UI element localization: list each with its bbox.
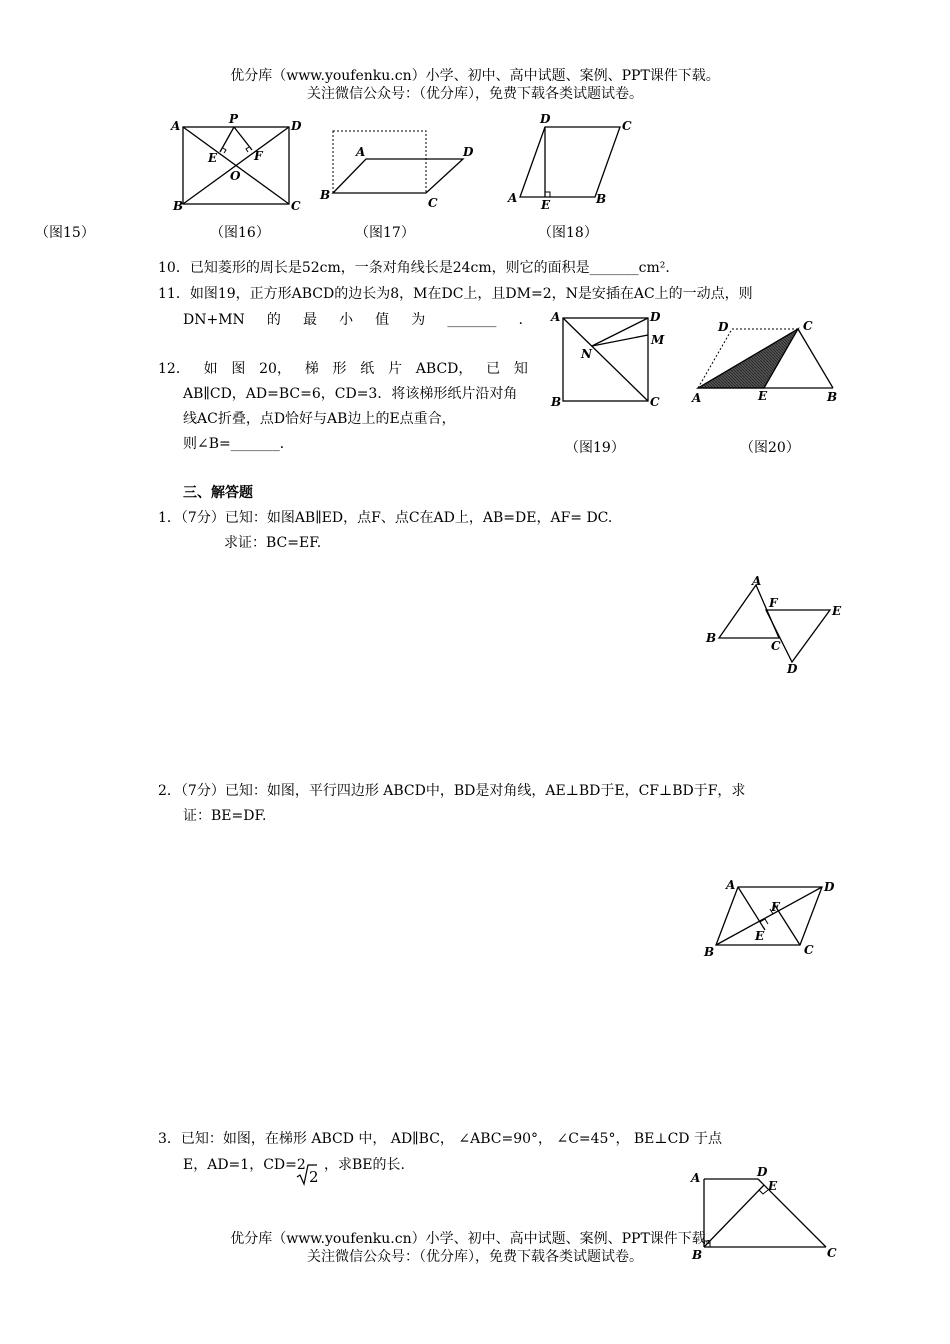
fig17-label-a: A [356, 145, 366, 159]
q12-part: ABCD， [415, 361, 473, 377]
page-header-line1: 优分库（www.youfenku.cn）小学、初中、高中试题、案例、PPT课件下载。 [230, 68, 720, 84]
fig19-label-d: D [650, 310, 661, 324]
caption-fig17: （图17） [355, 225, 415, 241]
q12-part: 梯 [304, 361, 319, 377]
q11-part: 为 [411, 312, 426, 328]
fig16-label-d: D [291, 119, 302, 133]
q12-part: 纸 [360, 361, 375, 377]
figure-solution-2 [700, 875, 845, 960]
solution-3-line2b: ，求BE的长. [324, 1157, 405, 1173]
sqrt-value: 2 [309, 1168, 319, 1186]
fig18-label-c: C [622, 119, 632, 133]
figure-20 [688, 315, 848, 407]
page-header-line2: 关注微信公众号：（优分库），免费下载各类试题试卷。 [307, 86, 643, 102]
fig19-label-c: C [650, 395, 660, 409]
sol2-label-f: F [771, 900, 780, 914]
caption-fig18: （图18） [538, 225, 598, 241]
solution-3-line1: 3．已知：如图，在梯形 ABCD 中， AD∥BC， ∠ABC=90°， ∠C=45°， BE⊥CD 于点 [158, 1131, 722, 1147]
caption-fig16: （图16） [210, 225, 270, 241]
q11-part: . [518, 312, 523, 328]
solution-2-line2: 证：BE=DF. [183, 808, 267, 824]
sol3-label-b: B [692, 1248, 703, 1262]
question-11-line1: 11．如图19，正方形ABCD的边长为8，M在DC上，且DM=2，N是安插在AC上的一动点，则 [158, 286, 753, 302]
fig19-label-a: A [551, 310, 561, 324]
caption-fig20: （图20） [740, 440, 800, 456]
q12-part: 12． [158, 361, 190, 377]
solution-3-line2a: E，AD=1，CD=2 [183, 1157, 306, 1173]
fig17-label-b: B [320, 188, 331, 202]
q12-part: 知 [513, 361, 528, 377]
fig16-label-e: E [208, 151, 218, 165]
q11-part: 最 [302, 312, 317, 328]
fig20-label-b: B [827, 390, 838, 404]
question-10: 10．已知菱形的周长是52cm，一条对角线长是24cm，则它的面积是_______cm². [158, 260, 670, 276]
page-footer-line2: 关注微信公众号：（优分库），免费下载各类试题试卷。 [307, 1249, 643, 1265]
q12-part: 图 [231, 361, 246, 377]
sol1-label-c: C [771, 639, 781, 653]
solution-1-line2: 求证：BC=EF. [224, 535, 322, 551]
sol1-label-b: B [706, 631, 717, 645]
sol3-label-c: C [827, 1246, 837, 1260]
caption-fig19: （图19） [565, 440, 625, 456]
question-12-line1 [158, 360, 528, 378]
q12-part: 形 [332, 361, 347, 377]
q11-blank: _______ [447, 312, 497, 328]
fig16-label-o: O [230, 169, 241, 183]
sol2-label-c: C [804, 943, 814, 957]
question-12-line3: 线AC折叠，点D恰好与AB边上的E点重合， [183, 411, 456, 427]
sol3-label-a: A [691, 1171, 701, 1185]
fig16-label-p: P [229, 112, 239, 126]
caption-fig15: （图15） [35, 225, 95, 241]
sol1-label-d: D [787, 662, 798, 676]
question-12-line4: 则∠B=_______． [183, 436, 294, 452]
fig16-label-a: A [171, 119, 181, 133]
question-12-line2: AB∥CD，AD=BC=6，CD=3．将该梯形纸片沿对角 [183, 386, 518, 402]
q12-part: 20， [259, 361, 291, 377]
figure-17 [318, 125, 478, 215]
sol2-label-d: D [824, 880, 835, 894]
sol1-label-f: F [769, 596, 778, 610]
sol3-label-d: D [757, 1165, 768, 1179]
fig19-label-b: B [551, 395, 562, 409]
fig18-label-d: D [540, 112, 551, 126]
fig18-label-e: E [541, 198, 551, 212]
fig16-label-b: B [173, 199, 184, 213]
fig16-label-c: C [291, 199, 301, 213]
q11-part: DN+MN [183, 312, 245, 328]
fig17-label-c: C [428, 196, 438, 210]
fig20-label-a: A [692, 391, 702, 405]
solution-2-line1: 2．（7分）已知：如图，平行四边形 ABCD中，BD是对角线，AE⊥BD于E，CF⊥BD于F，求 [158, 783, 746, 799]
fig18-label-b: B [596, 192, 607, 206]
sol2-label-e: E [755, 929, 765, 943]
q12-part: 已 [486, 361, 501, 377]
fig20-label-e: E [758, 389, 768, 403]
figure-solution-3 [688, 1163, 840, 1263]
q11-part: 的 [266, 312, 281, 328]
page-footer-line1: 优分库（www.youfenku.cn）小学、初中、高中试题、案例、PPT课件下载。 [230, 1231, 720, 1247]
q11-part: 值 [375, 312, 390, 328]
fig17-label-d: D [463, 145, 474, 159]
q11-part: 小 [339, 312, 354, 328]
question-11-line2 [183, 311, 523, 329]
fig19-label-m: M [651, 333, 665, 347]
solution-1-line1: 1．（7分）已知：如图AB∥ED，点F、点C在AD上，AB=DE，AF= DC. [158, 510, 613, 526]
q12-part: 如 [203, 361, 218, 377]
sol1-label-e: E [832, 604, 842, 618]
figure-18 [505, 112, 645, 212]
sol3-label-e: E [768, 1179, 778, 1193]
sol2-label-a: A [726, 878, 736, 892]
fig20-label-c: C [803, 319, 813, 333]
fig19-label-n: N [581, 347, 592, 361]
fig16-label-f: F [254, 149, 263, 163]
figure-solution-1 [704, 575, 849, 675]
fig20-label-d: D [718, 320, 729, 334]
q12-part: 片 [388, 361, 403, 377]
sol2-label-b: B [704, 945, 715, 959]
figure-16 [170, 112, 310, 212]
fig18-label-a: A [508, 191, 518, 205]
figure-19 [550, 308, 670, 410]
sol1-label-a: A [752, 574, 762, 588]
section-3-title: 三、解答题 [183, 485, 253, 501]
